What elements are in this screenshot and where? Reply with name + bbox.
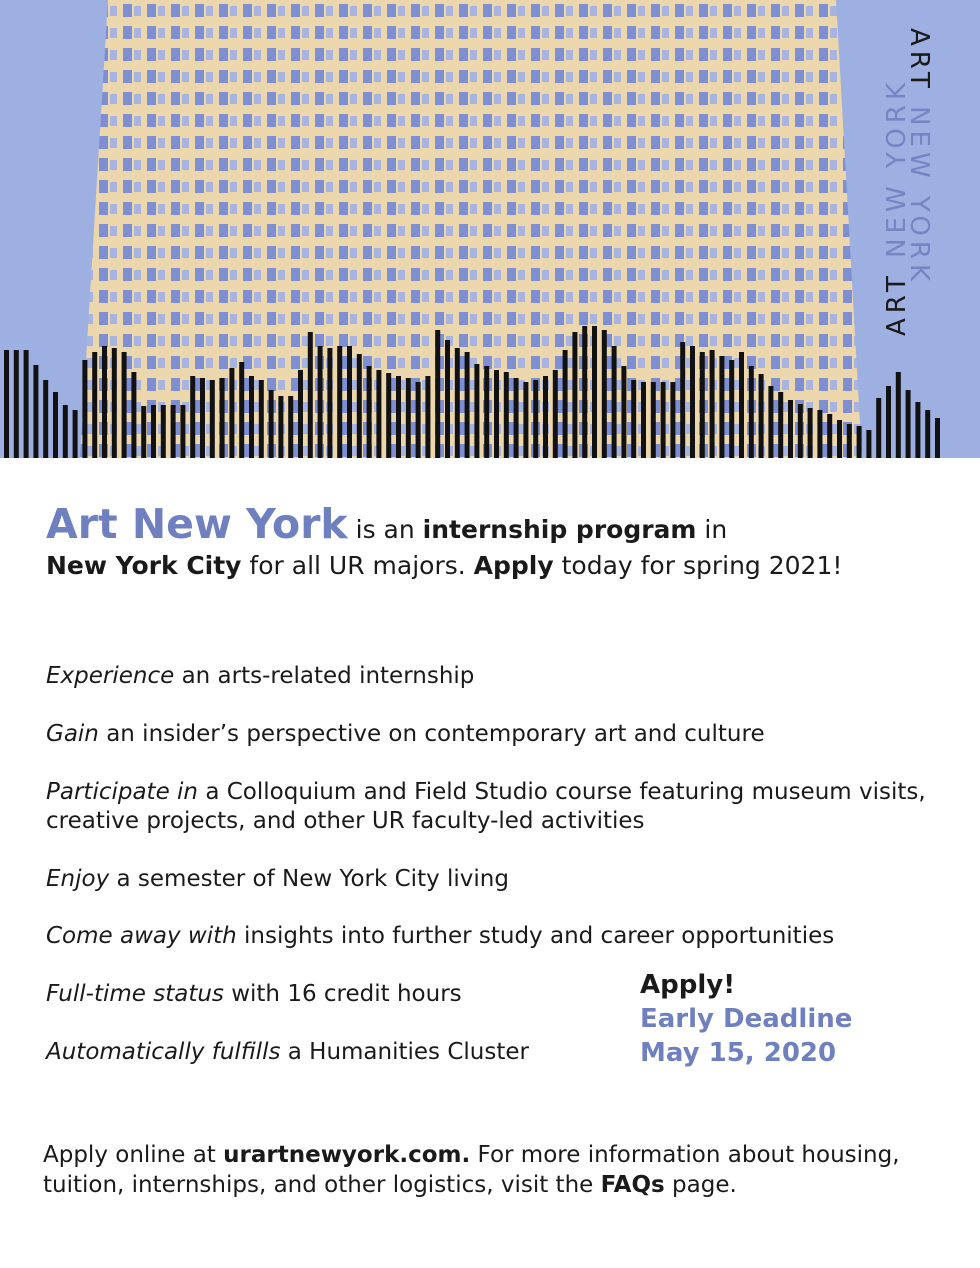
skyline-bar [210, 380, 215, 458]
skyline-bar [670, 382, 675, 458]
skyline-bar [641, 382, 646, 458]
skyline-bar [259, 380, 264, 458]
skyline-bar [357, 354, 362, 458]
skyline-bar [151, 405, 156, 458]
skyline-bar [739, 352, 744, 458]
skyline-bar [563, 350, 568, 458]
benefit-item: Come away with insights into further study and career opportunities [46, 923, 835, 949]
skyline-bar [92, 352, 97, 458]
skyline-bar [523, 382, 528, 458]
skyline-bar [239, 362, 244, 458]
skyline-bar [347, 346, 352, 458]
skyline-bar [925, 410, 930, 458]
skyline-bar [82, 360, 87, 458]
skyline-bar [690, 346, 695, 458]
skyline-bar [298, 370, 303, 458]
skyline-bar [386, 373, 391, 458]
skyline-bar [935, 418, 940, 458]
skyline-bar [180, 405, 185, 458]
skyline-bar [376, 370, 381, 458]
benefit-item: Automatically fulfills a Humanities Cluster [46, 1039, 529, 1065]
skyline-bar [73, 410, 78, 458]
skyline-bar [788, 400, 793, 458]
apply-heading: Apply! [640, 970, 736, 1000]
skyline-bar [327, 348, 332, 458]
skyline-bar [474, 364, 479, 458]
skyline-bar [318, 346, 323, 458]
skyline-bar [504, 372, 509, 458]
skyline-bar [278, 396, 283, 458]
skyline-bar [847, 424, 852, 458]
brand-name: Art New York [46, 500, 348, 548]
vertical-title-primary: ART NEW YORK [904, 28, 934, 286]
skyline-bar [425, 376, 430, 458]
skyline-bar [337, 346, 342, 458]
skyline-bar [171, 405, 176, 458]
skyline-bar [190, 376, 195, 458]
deadline-date: May 15, 2020 [640, 1038, 837, 1068]
skyline-bar [24, 350, 29, 458]
skyline-bar [602, 330, 607, 458]
skyline-bar [866, 430, 871, 458]
skyline-bar [543, 376, 548, 458]
deadline-label: Early Deadline [640, 1004, 853, 1034]
skyline-bar [906, 390, 911, 458]
skyline-bar [161, 405, 166, 458]
skyline-bar [396, 376, 401, 458]
skyline-bar [53, 392, 58, 458]
benefit-item: Gain an insider’s perspective on contemporary art and culture [46, 721, 765, 747]
skyline-bar [220, 378, 225, 458]
skyline-bar [406, 378, 411, 458]
skyline-bar [33, 365, 38, 458]
skyline-bar [719, 356, 724, 458]
skyline-bar [288, 396, 293, 458]
skyline-bar [445, 340, 450, 458]
skyline-bar [631, 380, 636, 458]
skyline-bar [886, 386, 891, 458]
skyline-bar [572, 332, 577, 458]
skyline-bar [553, 370, 558, 458]
vertical-title-secondary: ART NEW YORK [882, 78, 912, 336]
skyline-bar [700, 352, 705, 458]
skyline-bar [416, 382, 421, 458]
skyline-bar [729, 360, 734, 458]
skyline-bar [768, 386, 773, 458]
skyline-bar [896, 372, 901, 458]
skyline-bar [200, 378, 205, 458]
footer-paragraph: Apply online at urartnewyork.com. For more information about housing, tuition, internships, and other logistics, visit the FAQs page. [43, 1142, 900, 1198]
skyline-bar [798, 404, 803, 458]
skyline-bar [102, 346, 107, 458]
skyline-bar [582, 326, 587, 458]
skyline-bar [514, 378, 519, 458]
skyline-bar [4, 350, 9, 458]
skyline-bar [435, 330, 440, 458]
skyline-bar [661, 382, 666, 458]
website-link[interactable]: urartnewyork.com. [223, 1142, 471, 1168]
skyline-bar [249, 376, 254, 458]
skyline-bar [14, 350, 19, 458]
faqs-link[interactable]: FAQs [600, 1172, 665, 1198]
skyline-bar [592, 326, 597, 458]
skyline-bar [308, 332, 313, 458]
skyline-bar [455, 348, 460, 458]
skyline-bar [808, 408, 813, 458]
skyline-bar [494, 370, 499, 458]
apply-callout [640, 968, 852, 1070]
skyline-bar [876, 398, 881, 458]
benefit-item: Full-time status with 16 credit hours [46, 981, 462, 1007]
skyline-bar [759, 374, 764, 458]
skyline-bar [612, 346, 617, 458]
skyline-bar [837, 420, 842, 458]
skyline-bar [710, 350, 715, 458]
skyline-bar [131, 372, 136, 458]
skyline-bar [63, 405, 68, 458]
tower-facade [80, 0, 862, 458]
benefit-item: Experience an arts-related internship [46, 663, 475, 689]
skyline-bar [112, 348, 117, 458]
skyline-bar [915, 402, 920, 458]
skyline-bar [122, 352, 127, 458]
intro-paragraph: Art New York is an internship program in New York City for all UR majors. Apply today for spring 2021! [46, 500, 843, 580]
hero-illustration [0, 0, 980, 458]
skyline-bar [857, 426, 862, 458]
skyline-bar [367, 366, 372, 458]
skyline-bar [827, 414, 832, 458]
skyline-bar [269, 390, 274, 458]
skyline-bar [680, 342, 685, 458]
skyline-bar [465, 352, 470, 458]
skyline-bar [621, 366, 626, 458]
skyline-bar [484, 366, 489, 458]
skyline-bar [651, 382, 656, 458]
skyline-bar [778, 392, 783, 458]
skyline-bar [229, 368, 234, 458]
skyline-bar [43, 380, 48, 458]
benefit-item: Participate in a Colloquium and Field Studio course featuring museum visits, creative projects, and other UR faculty-led activities [46, 779, 926, 834]
skyline-bar [533, 380, 538, 458]
skyline-bar [749, 366, 754, 458]
skyline-bar [817, 410, 822, 458]
benefit-item: Enjoy a semester of New York City living [46, 866, 509, 892]
hero-image [0, 0, 980, 458]
skyline-bar [141, 406, 146, 458]
